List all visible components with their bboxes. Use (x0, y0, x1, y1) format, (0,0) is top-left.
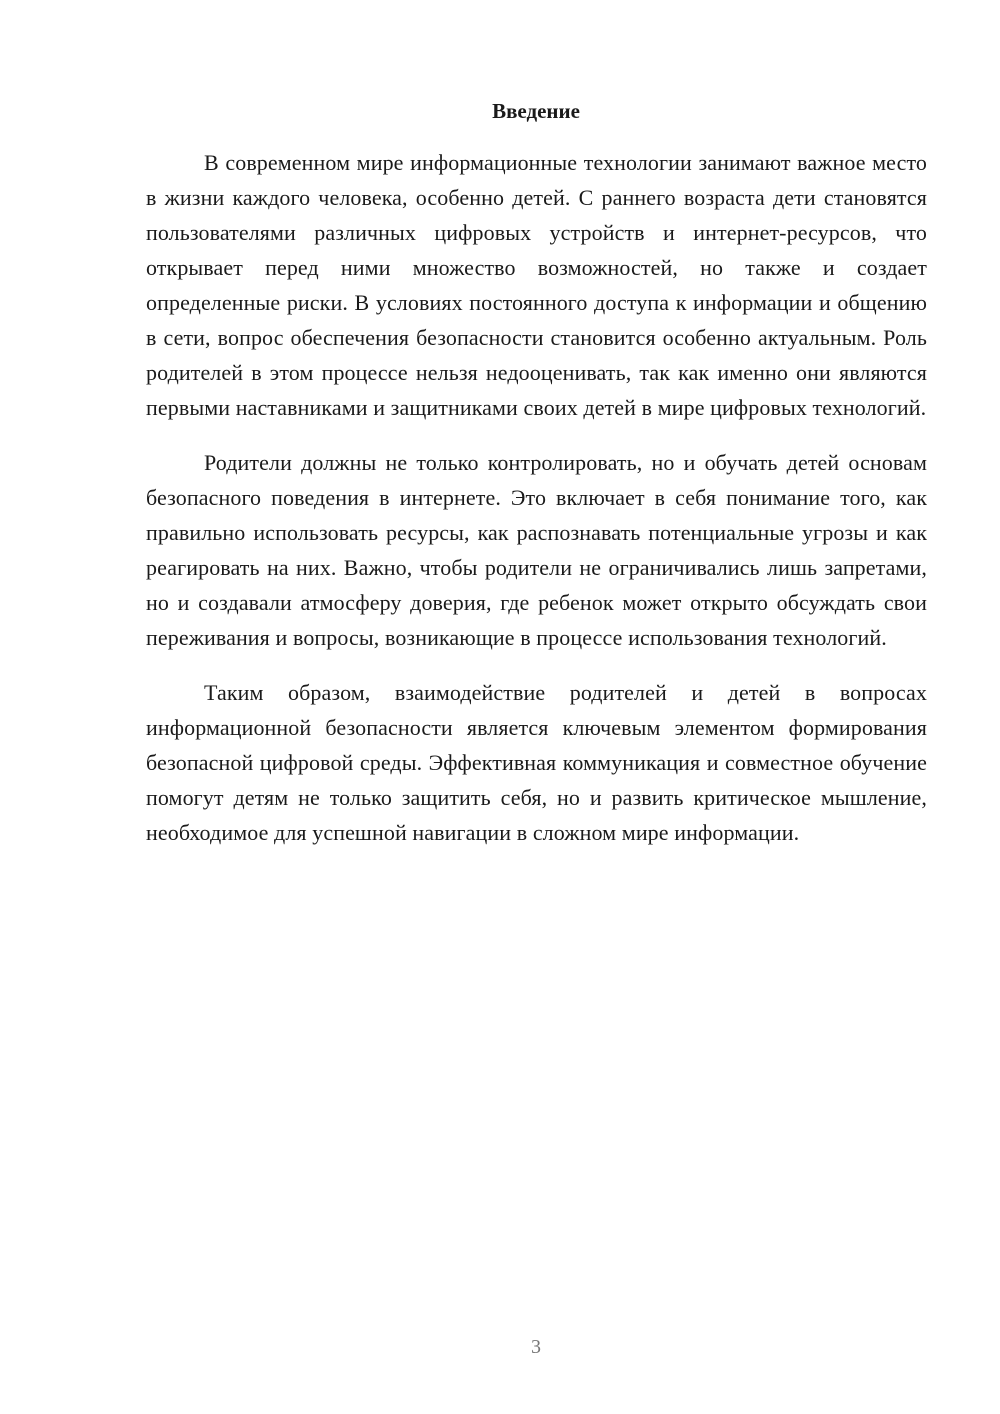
paragraph-3: Таким образом, взаимодействие родителей и детей в вопросах информационной безопасности является ключевым элементом формирования безопасной цифровой среды. Эффективная коммуникация и совместное обучение помогут детям не только защитить себя, но и развить критическое мышление, необходимое для успешной навигации в сложном мире информации. (146, 680, 927, 845)
paragraph-1: В современном мире информационные технологии занимают важное место в жизни каждого человека, особенно детей. С раннего возраста дети становятся пользователями различных цифровых устройств и интернет-ресурсов, что открывает перед ними множество возможностей, но также и создает определенные риски. В условиях постоянного доступа к информации и общению в сети, вопрос обеспечения безопасности становится особенно актуальным. Роль родителей в этом процессе нельзя недооценивать, так как именно они являются первыми наставниками и защитниками своих детей в мире цифровых технологий. (146, 150, 927, 420)
page-number: 3 (531, 1336, 541, 1358)
body-text (146, 145, 927, 870)
page-title: Введение (492, 99, 580, 123)
paragraph-2: Родители должны не только контролировать, но и обучать детей основам безопасного поведения в интернете. Это включает в себя понимание того, как правильно использовать ресурсы, как распознавать потенциальные угрозы и как реагировать на них. Важно, чтобы родители не ограничивались лишь запретами, но и создавали атмосферу доверия, где ребенок может открыто обсуждать свои переживания и вопросы, возникающие в процессе использования технологий. (146, 450, 927, 650)
